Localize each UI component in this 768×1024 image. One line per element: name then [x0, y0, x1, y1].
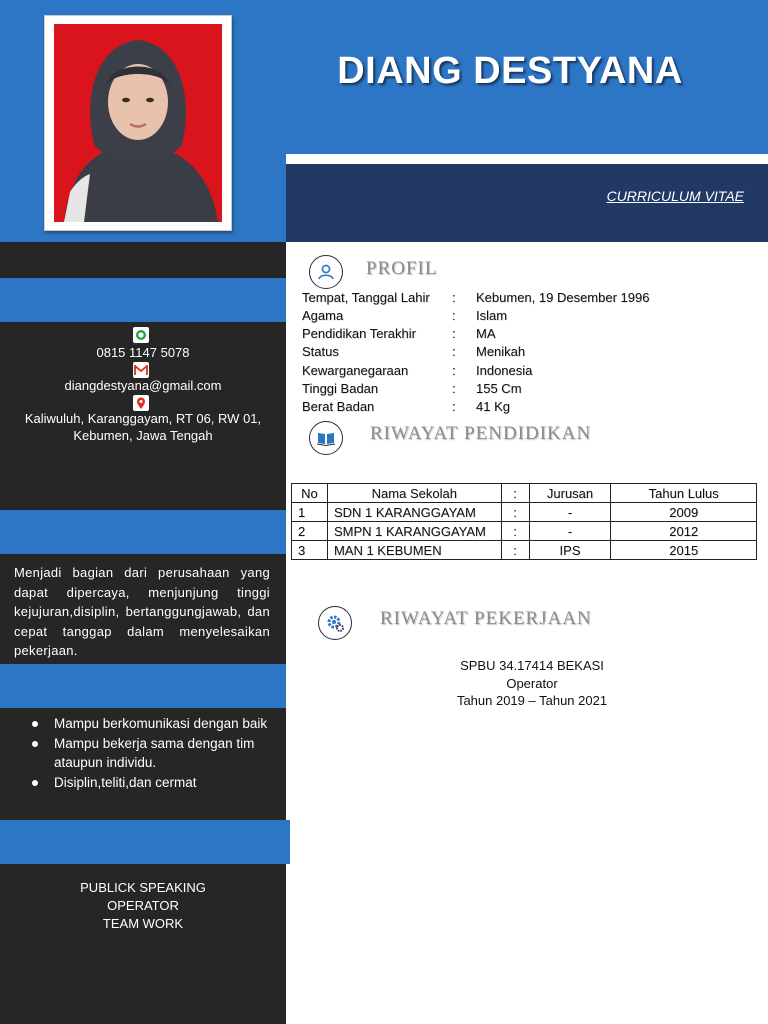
table-cell: 2009: [611, 503, 757, 522]
skill-item: Disiplin,teliti,dan cermat: [30, 773, 270, 793]
profile-section-title: PROFIL: [366, 258, 438, 279]
extra-skill-item: PUBLICK SPEAKING: [80, 880, 206, 895]
profile-value: Menikah: [476, 344, 526, 359]
extra-skill-item: TEAM WORK: [102, 916, 184, 931]
document-title: CURRICULUM VITAE: [606, 188, 744, 204]
address-line-2: Kebumen, Jawa Tengah: [73, 428, 213, 443]
profile-label: Agama: [302, 308, 344, 323]
table-cell: MAN 1 KEBUMEN: [327, 541, 501, 560]
column-header: Nama Sekolah: [327, 484, 501, 503]
profile-separator: :: [452, 308, 456, 323]
gmail-icon: [133, 362, 149, 378]
skill-item: Mampu berkomunikasi dengan baik: [30, 714, 270, 734]
portrait-illustration: [54, 24, 222, 222]
table-row: [292, 522, 757, 541]
table-cell: -: [529, 503, 611, 522]
profile-value: Islam: [476, 308, 508, 323]
person-name: DIANG DESTYANA: [337, 50, 683, 92]
table-cell: 2: [292, 522, 328, 541]
column-header: Jurusan: [529, 484, 611, 503]
profile-separator: :: [452, 381, 456, 396]
table-cell: SMPN 1 KARANGGAYAM: [327, 522, 501, 541]
profile-label: Pendidikan Terakhir: [302, 326, 416, 341]
work-position: Operator: [506, 676, 558, 691]
profile-photo: [54, 24, 222, 222]
address-line-1: Kaliwuluh, Karanggayam, RT 06, RW 01,: [24, 411, 262, 426]
table-cell: 2015: [611, 541, 757, 560]
book-icon: [309, 421, 343, 455]
header-divider: [286, 154, 768, 164]
work-period: Tahun 2019 – Tahun 2021: [456, 693, 608, 708]
extra-skill-item: OPERATOR: [107, 898, 179, 913]
column-header: :: [501, 484, 529, 503]
table-cell: :: [501, 541, 529, 560]
profile-label: Tempat, Tanggal Lahir: [302, 290, 430, 305]
profile-value: MA: [476, 326, 496, 341]
profile-label: Tinggi Badan: [302, 381, 379, 396]
work-section-title: RIWAYAT PEKERJAAN: [380, 608, 592, 629]
column-header: No: [292, 484, 328, 503]
table-cell: :: [501, 503, 529, 522]
profile-separator: :: [452, 399, 456, 414]
profile-separator: :: [452, 290, 456, 305]
whatsapp-icon: [133, 327, 149, 343]
table-cell: IPS: [529, 541, 611, 560]
profile-photo-frame: [44, 15, 232, 231]
profile-label: Status: [302, 344, 339, 359]
profile-separator: :: [452, 344, 456, 359]
table-row: [292, 503, 757, 522]
table-cell: -: [529, 522, 611, 541]
profile-value: Indonesia: [476, 363, 533, 378]
column-header: Tahun Lulus: [611, 484, 757, 503]
table-row: [292, 541, 757, 560]
table-cell: 2012: [611, 522, 757, 541]
contact-header-bar: [0, 278, 286, 322]
table-cell: :: [501, 522, 529, 541]
skills-list: [30, 714, 270, 792]
profile-value: 155 Cm: [476, 381, 522, 396]
profile-value: 41 Kg: [476, 399, 510, 414]
table-cell: SDN 1 KARANGGAYAM: [327, 503, 501, 522]
education-section-title: RIWAYAT PENDIDIKAN: [370, 423, 592, 444]
career-objective: Menjadi bagian dari perusahaan yang dapat dipercaya, menjunjung tinggi kejujuran,disiplin, bertanggungjawab, dan cepat tanggap dalam menyelesaikan pekerjaan.: [14, 565, 270, 658]
profile-value: Kebumen, 19 Desember 1996: [476, 290, 650, 305]
work-company: SPBU 34.17414 BEKASI: [460, 658, 604, 673]
skill-item: Mampu bekerja sama dengan tim ataupun individu.: [30, 734, 270, 773]
gear-icon: [318, 606, 352, 640]
profile-label: Kewarganegaraan: [302, 363, 409, 378]
skills-header-bar: [0, 664, 286, 708]
location-pin-icon: [133, 395, 149, 411]
table-header-row: [292, 484, 757, 503]
table-cell: 1: [292, 503, 328, 522]
user-icon: [309, 255, 343, 289]
extra-skills-header-bar: [0, 820, 290, 864]
objective-header-bar: [0, 510, 286, 554]
email-address: diangdestyana@gmail.com: [64, 378, 222, 393]
profile-label: Berat Badan: [302, 399, 375, 414]
phone-number: 0815 1147 5078: [96, 345, 190, 360]
profile-separator: :: [452, 326, 456, 341]
profile-separator: :: [452, 363, 456, 378]
table-cell: 3: [292, 541, 328, 560]
education-table: [291, 483, 757, 560]
